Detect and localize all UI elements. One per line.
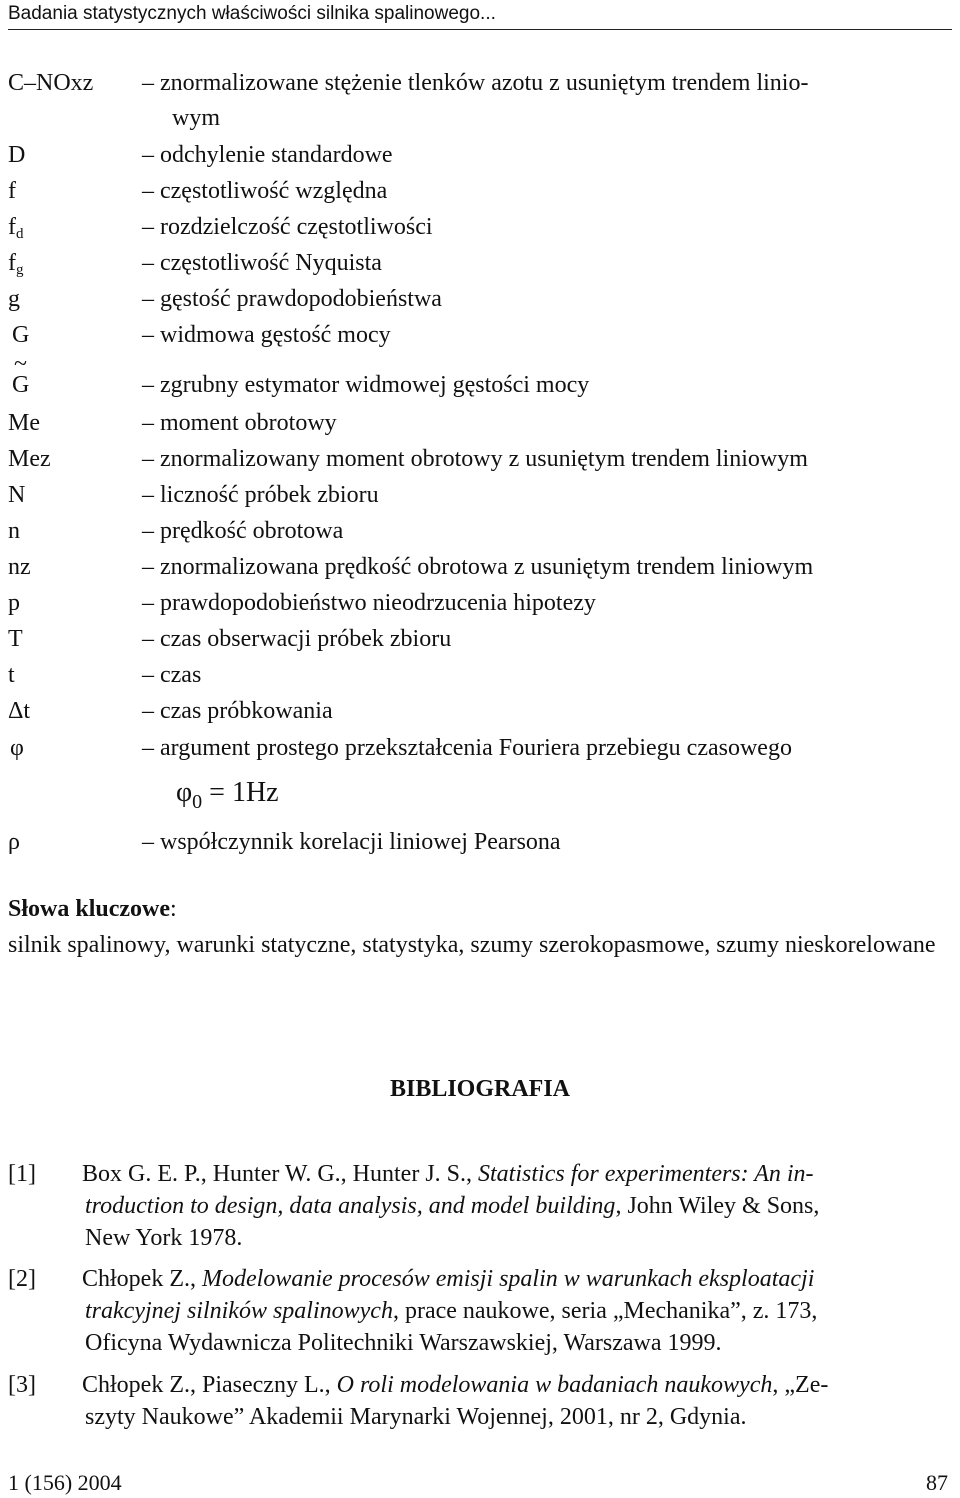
- description-dash: –: [142, 698, 154, 724]
- symbol-main: T: [8, 626, 23, 652]
- symbol-main: g: [8, 286, 20, 312]
- description-text: czas obserwacji próbek zbioru: [160, 626, 452, 652]
- reference-line: [82, 1158, 952, 1190]
- symbol-main: Me: [8, 410, 40, 436]
- description-dash: –: [142, 482, 154, 508]
- nomenclature-description: [142, 694, 333, 728]
- description-dash: –: [142, 626, 154, 652]
- reference-title-part: trakcyjnej silników spalinowych: [85, 1298, 393, 1324]
- reference-authors: Chłopek Z., Piaseczny L.,: [82, 1372, 337, 1398]
- reference-line: [82, 1369, 952, 1401]
- description-dash: –: [142, 518, 154, 544]
- nomenclature-description: [142, 368, 589, 402]
- formula-phi0: [176, 775, 279, 811]
- description-dash: –: [142, 250, 154, 276]
- symbol-main: ρ: [8, 829, 20, 855]
- nomenclature-symbol: [8, 282, 20, 316]
- symbol-main: f: [8, 178, 16, 204]
- nomenclature-symbol: [8, 138, 25, 172]
- description-text: prędkość obrotowa: [160, 518, 344, 544]
- symbol-main: Mez: [8, 446, 51, 472]
- reference-line: [82, 1190, 952, 1222]
- description-dash: –: [142, 662, 154, 688]
- nomenclature-symbol: [8, 586, 20, 620]
- description-dash: –: [142, 554, 154, 580]
- formula-symbol: φ: [176, 777, 193, 808]
- nomenclature-description: [142, 586, 596, 620]
- nomenclature-symbol: [8, 406, 40, 440]
- tilde-accent: ~: [14, 351, 27, 377]
- nomenclature-description: [142, 622, 451, 656]
- symbol-main: N: [8, 482, 26, 508]
- description-dash: –: [142, 70, 154, 96]
- symbol-main: p: [8, 590, 20, 616]
- reference-publisher: , „Ze-: [772, 1372, 829, 1398]
- reference-line: Oficyna Wydawnicza Politechniki Warszawskiej, Warszawa 1999.: [85, 1330, 722, 1356]
- symbol-main: C–NOxz: [8, 70, 94, 96]
- description-dash: –: [142, 446, 154, 472]
- nomenclature-description: [142, 442, 808, 476]
- nomenclature-symbol: [8, 622, 23, 656]
- running-header-title: Badania statystycznych właściwości silnika spalinowego...: [8, 3, 496, 24]
- symbol-main: Δt: [8, 698, 31, 724]
- description-text: współczynnik korelacji liniowej Pearsona: [160, 829, 561, 855]
- reference-authors: Box G. E. P., Hunter W. G., Hunter J. S.,: [82, 1161, 479, 1187]
- symbol-main: G: [12, 322, 30, 348]
- description-text: argument prostego przekształcenia Fouriera przebiegu czasowego: [160, 735, 792, 761]
- nomenclature-symbol: [8, 694, 30, 728]
- symbol-main: f: [8, 250, 16, 276]
- reference-line: [82, 1295, 952, 1327]
- description-text: częstotliwość Nyquista: [160, 250, 382, 276]
- nomenclature-description: [142, 406, 337, 440]
- description-dash: –: [142, 735, 154, 761]
- description-dash: –: [142, 372, 154, 398]
- nomenclature-description: [142, 731, 792, 765]
- reference-publisher: , prace naukowe, seria „Mechanika”, z. 173,: [392, 1298, 818, 1324]
- nomenclature-symbol: [8, 66, 93, 100]
- reference-title-part: troduction to design, data analysis, and model building: [85, 1193, 616, 1219]
- description-text: moment obrotowy: [160, 410, 337, 436]
- keywords-text: silnik spalinowy, warunki statyczne, statystyka, szumy szerokopasmowe, szumy nieskorelowane: [8, 932, 936, 958]
- symbol-main: f: [8, 214, 16, 240]
- reference-authors: Chłopek Z.,: [82, 1266, 202, 1292]
- symbol-main: n: [8, 518, 20, 544]
- reference-body: [82, 1369, 952, 1433]
- reference-title-part: O roli modelowania w badaniach naukowych: [336, 1372, 773, 1398]
- description-dash: –: [142, 142, 154, 168]
- description-text: gęstość prawdopodobieństwa: [160, 286, 442, 312]
- nomenclature-symbol: [8, 658, 15, 692]
- description-dash: –: [142, 829, 154, 855]
- nomenclature-symbol: [8, 174, 16, 208]
- nomenclature-description: [142, 66, 808, 100]
- description-dash: –: [142, 178, 154, 204]
- description-text: znormalizowana prędkość obrotowa z usuniętym trendem liniowym: [160, 554, 814, 580]
- symbol-main: nz: [8, 554, 31, 580]
- nomenclature-description: [142, 210, 433, 244]
- reference-number: [3]: [8, 1372, 36, 1398]
- reference-line: szyty Naukowe” Akademii Marynarki Wojennej, 2001, nr 2, Gdynia.: [85, 1404, 747, 1430]
- description-text: widmowa gęstość mocy: [160, 322, 391, 348]
- footer-issue: 1 (156) 2004: [8, 1470, 122, 1495]
- nomenclature-symbol: [8, 442, 51, 476]
- description-dash: –: [142, 322, 154, 348]
- reference-body: [82, 1158, 952, 1254]
- bibliography-title: BIBLIOGRAFIA: [389, 1076, 571, 1102]
- description-text: prawdopodobieństwo nieodrzucenia hipotezy: [160, 590, 596, 616]
- symbol-subscript: g: [16, 262, 24, 278]
- nomenclature-description: [142, 174, 387, 208]
- nomenclature-symbol: [8, 514, 20, 548]
- reference-line: New York 1978.: [85, 1225, 243, 1251]
- symbol-main: G: [12, 372, 30, 398]
- description-text: częstotliwość względna: [160, 178, 388, 204]
- nomenclature-description: [142, 138, 393, 172]
- description-dash: –: [142, 286, 154, 312]
- nomenclature-description: [142, 318, 391, 352]
- keywords-heading-colon: :: [170, 896, 177, 922]
- symbol-subscript: d: [16, 226, 24, 242]
- nomenclature-description: [142, 514, 343, 548]
- nomenclature-description: [142, 658, 201, 692]
- reference-line: [82, 1263, 952, 1295]
- description-dash: –: [142, 214, 154, 240]
- description-text: czas próbkowania: [160, 698, 333, 724]
- nomenclature-symbol: [12, 351, 30, 402]
- nomenclature-symbol: [12, 318, 29, 352]
- description-text: znormalizowane stężenie tlenków azotu z usuniętym trendem linio-: [160, 70, 809, 96]
- description-text: czas: [160, 662, 202, 688]
- description-text: liczność próbek zbioru: [160, 482, 379, 508]
- nomenclature-description: [142, 246, 382, 280]
- formula-rest: = 1Hz: [202, 777, 279, 808]
- nomenclature-symbol: [8, 550, 31, 584]
- reference-number: [1]: [8, 1161, 36, 1187]
- nomenclature-symbol: [8, 478, 25, 512]
- nomenclature-description: [142, 478, 379, 512]
- reference-title-part: Statistics for experimenters: An in-: [478, 1161, 814, 1187]
- nomenclature-symbol: [8, 246, 24, 280]
- nomenclature-symbol: [10, 731, 24, 765]
- symbol-main: φ: [10, 735, 24, 761]
- description-text: zgrubny estymator widmowej gęstości mocy: [160, 372, 590, 398]
- description-text: odchylenie standardowe: [160, 142, 393, 168]
- keywords-heading-label: Słowa kluczowe: [8, 896, 170, 922]
- nomenclature-description: [142, 550, 813, 584]
- description-text: rozdzielczość częstotliwości: [160, 214, 433, 240]
- running-header: [8, 0, 952, 30]
- formula-subscript: 0: [192, 791, 203, 813]
- footer-page-number: 87: [926, 1470, 948, 1495]
- description-text: znormalizowany moment obrotowy z usuniętym trendem liniowym: [160, 446, 808, 472]
- symbol-main: t: [8, 662, 15, 688]
- reference-body: [82, 1263, 952, 1359]
- reference-number: [2]: [8, 1266, 36, 1292]
- description-continuation: wym: [172, 105, 220, 131]
- description-dash: –: [142, 590, 154, 616]
- reference-title-part: Modelowanie procesów emisji spalin w warunkach eksploatacji: [202, 1266, 815, 1292]
- nomenclature-symbol: [8, 210, 24, 244]
- nomenclature-description: [142, 825, 561, 859]
- description-dash: –: [142, 410, 154, 436]
- nomenclature-description: [142, 282, 442, 316]
- nomenclature-symbol: [8, 825, 20, 859]
- reference-publisher: , John Wiley & Sons,: [615, 1193, 820, 1219]
- keywords-heading: [8, 892, 177, 926]
- symbol-main: D: [8, 142, 26, 168]
